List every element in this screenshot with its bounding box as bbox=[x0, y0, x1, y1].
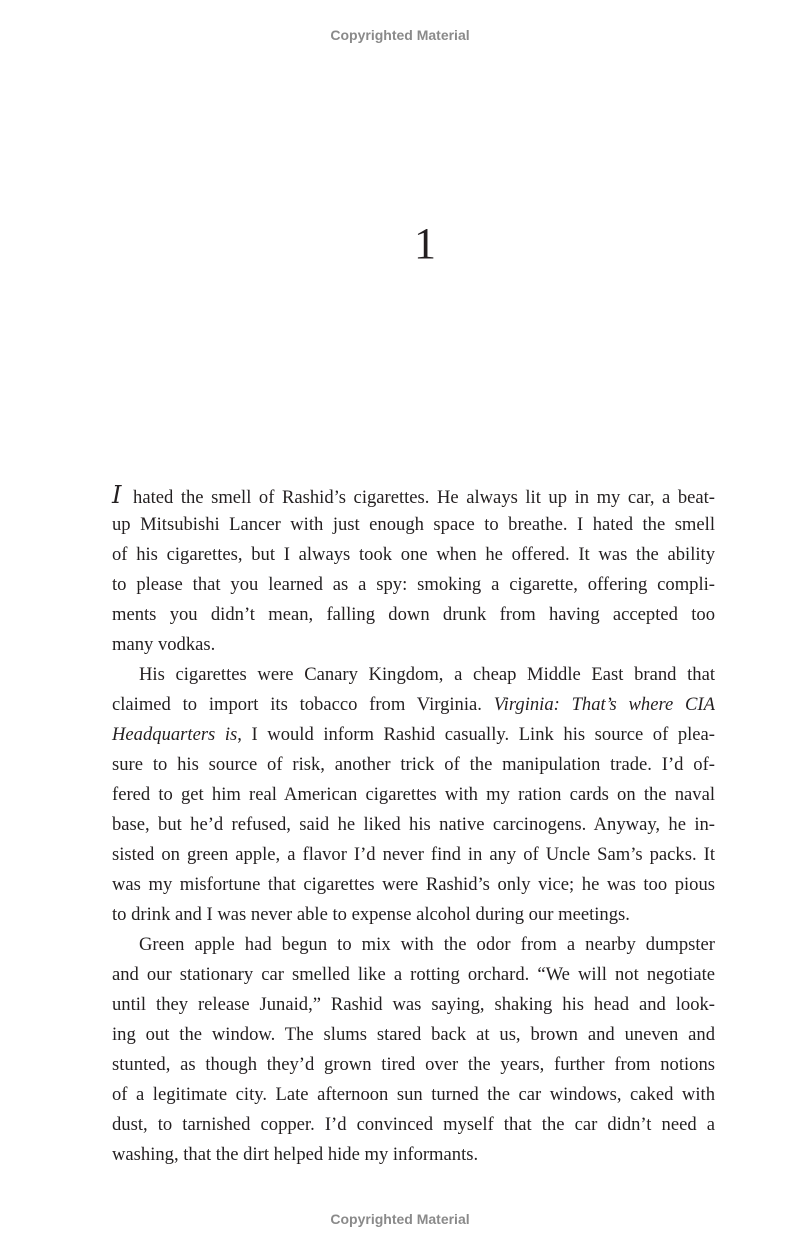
text-line bbox=[112, 1140, 715, 1170]
text-run: washing, that the dirt helped hide my informants. bbox=[112, 1144, 479, 1165]
paragraph bbox=[112, 480, 715, 660]
text-line bbox=[112, 1080, 715, 1110]
text-line bbox=[112, 900, 715, 930]
text-run: sisted on green apple, a flavor I’d never find in any of Uncle Sam’s packs. It bbox=[112, 844, 715, 865]
italic-text: Virginia: That’s where CIA bbox=[493, 694, 715, 715]
text-line bbox=[112, 930, 715, 960]
text-line bbox=[112, 780, 715, 810]
text-line bbox=[112, 600, 715, 630]
text-run: was my misfortune that cigarettes were Rashid’s only vice; he was too pious bbox=[112, 874, 715, 895]
text-run: fered to get him real American cigarettes with my ration cards on the naval bbox=[112, 784, 715, 805]
text-run: until they release Junaid,” Rashid was saying, shaking his head and look- bbox=[112, 994, 715, 1015]
text-line bbox=[112, 1020, 715, 1050]
chapter-number: 1 bbox=[414, 219, 436, 268]
text-run: and our stationary car smelled like a rotting orchard. “We will not negotiate bbox=[112, 964, 715, 985]
text-line bbox=[112, 990, 715, 1020]
text-run: many vodkas. bbox=[112, 634, 216, 655]
text-run: to please that you learned as a spy: smoking a cigarette, offering compli- bbox=[112, 574, 715, 595]
text-run: His cigarettes were Canary Kingdom, a cheap Middle East brand that bbox=[139, 664, 715, 685]
text-run: ing out the window. The slums stared back at us, brown and uneven and bbox=[112, 1024, 715, 1045]
paragraph bbox=[112, 660, 715, 930]
text-line bbox=[112, 480, 715, 510]
text-run: to drink and I was never able to expense alcohol during our meetings. bbox=[112, 904, 630, 925]
text-line bbox=[112, 660, 715, 690]
text-run: claimed to import its tobacco from Virginia. bbox=[112, 694, 494, 715]
text-run: sure to his source of risk, another trick of the manipulation trade. I’d of- bbox=[112, 754, 715, 775]
text-line bbox=[112, 810, 715, 840]
text-line bbox=[112, 570, 715, 600]
text-run: of his cigarettes, but I always took one when he offered. It was the ability bbox=[112, 544, 715, 565]
copyright-watermark-footer: Copyrighted Material bbox=[330, 1211, 470, 1227]
text-run: ments you didn’t mean, falling down drunk from having accepted too bbox=[112, 604, 715, 625]
text-line bbox=[112, 1110, 715, 1140]
text-line bbox=[112, 870, 715, 900]
text-run: of a legitimate city. Late afternoon sun turned the car windows, caked with bbox=[112, 1084, 715, 1105]
text-line bbox=[112, 630, 715, 660]
text-run: stunted, as though they’d grown tired over the years, further from notions bbox=[112, 1054, 715, 1075]
italic-text: Headquarters is bbox=[112, 724, 238, 745]
text-line bbox=[112, 510, 715, 540]
text-line bbox=[112, 840, 715, 870]
text-line bbox=[112, 690, 715, 720]
text-run: up Mitsubishi Lancer with just enough space to breathe. I hated the smell bbox=[112, 514, 715, 535]
text-run: Green apple had begun to mix with the odor from a nearby dumpster bbox=[139, 934, 715, 955]
text-run: dust, to tarnished copper. I’d convinced myself that the car didn’t need a bbox=[112, 1114, 715, 1135]
paragraph bbox=[112, 930, 715, 1170]
text-line bbox=[112, 750, 715, 780]
text-run: , I would inform Rashid casually. Link his source of plea- bbox=[237, 724, 716, 745]
text-line bbox=[112, 540, 715, 570]
text-run: hated the smell of Rashid’s cigarettes. He always lit up in my car, a beat- bbox=[125, 487, 715, 508]
text-line bbox=[112, 720, 715, 750]
drop-cap: I bbox=[112, 481, 122, 509]
copyright-watermark-header: Copyrighted Material bbox=[330, 27, 470, 43]
text-run: base, but he’d refused, said he liked his native carcinogens. Anyway, he in- bbox=[112, 814, 715, 835]
text-line bbox=[112, 1050, 715, 1080]
text-line bbox=[112, 960, 715, 990]
chapter-body-text bbox=[112, 480, 715, 1170]
